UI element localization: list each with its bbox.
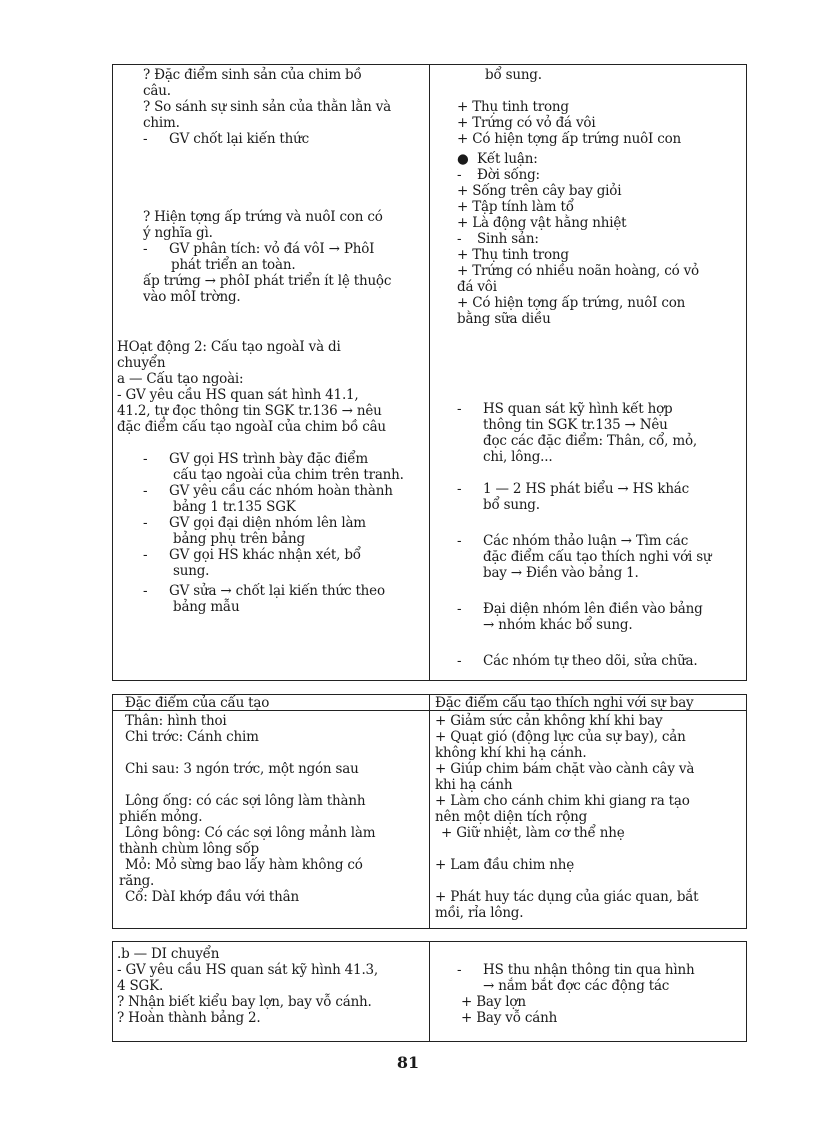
text-line: nên một diện tích rộng xyxy=(435,809,588,825)
text-line: Thân: hình thoi xyxy=(125,713,227,729)
text-line: Cổ: DàI khớp đầu với thân xyxy=(125,889,299,905)
student-activities-part-2: - HS quan sát kỹ hình kết hợp thông tin SGK tr.135 → Nêu đọc các đặc điểm: Thân, cổ, mỏ, chi, lông... - 1 — 2 HS phát biểu → HS khác bổ sung. - Các nhóm thảo luận → Tìm các đặc điểm cấu tạo thích nghi với sự bay → Điền vào bảng 1. - Đại diện nhóm lên điền vào bảng → nhóm khác bổ sung. - Các nhóm tự theo dõi, sửa chữa. xyxy=(457,401,743,669)
section-heading: chuyển xyxy=(117,355,166,371)
text-line: + Làm cho cánh chim khi giang ra tạo xyxy=(435,793,690,809)
student-activities-column: bổ sung. + Thụ tinh trong + Trứng có vỏ đá vôi + Có hiện tợng ấp trứng nuôI con ● Kết luận: - Đời sống: + Sống trên cây bay giỏi + Tập tính làm tổ + Là động vật hằng nhiệt - Sinh sản: + Thụ tinh trong + Trứng có nhiều noãn hoàng, có vỏ đá vôi + Có hiện tợng ấp trứng, nuôI con bằng sữa diều xyxy=(457,67,743,327)
text-line: Đại diện nhóm lên điền vào bảng xyxy=(483,601,703,617)
text-line: ? So sánh sự sinh sản của thằn lằn và xyxy=(143,99,392,115)
text-line: + Bay lợn xyxy=(461,994,526,1010)
text-line: 41.2, tự đọc thông tin SGK tr.136 → nêu xyxy=(117,403,382,419)
column-divider xyxy=(429,695,430,928)
text-line: GV gọi HS trình bày đặc điểm xyxy=(169,451,369,467)
lesson-table-1 xyxy=(112,64,747,681)
text-line: + Quạt gió (động lực của sự bay), cản xyxy=(435,729,686,745)
text-line: chi, lông... xyxy=(483,449,553,465)
text-line: Các nhóm thảo luận → Tìm các xyxy=(483,533,689,549)
text-line: 1 — 2 HS phát biểu → HS khác xyxy=(483,481,690,497)
text-line: + Có hiện tợng ấp trứng, nuôI con xyxy=(457,295,686,311)
text-line: GV yêu cầu các nhóm hoàn thành xyxy=(169,483,393,499)
text-line: GV chốt lại kiến thức xyxy=(169,131,309,147)
text-line: + Lam đầu chim nhẹ xyxy=(435,857,575,873)
text-line: + Là động vật hằng nhiệt xyxy=(457,215,627,231)
text-line: bảng 1 tr.135 SGK xyxy=(173,499,296,515)
text-line: GV gọi đại diện nhóm lên làm xyxy=(169,515,366,531)
text-line: + Thụ tinh trong xyxy=(457,247,569,263)
text-line: Mỏ: Mỏ sừng bao lấy hàm không có xyxy=(125,857,363,873)
header-structure-features: Đặc điểm của cấu tạo xyxy=(125,695,270,711)
text-line: bảng phụ trên bảng xyxy=(173,531,305,547)
text-line: ấp trứng → phôI phát triển ít lệ thuộc xyxy=(143,273,392,289)
text-line: Chi trớc: Cánh chim xyxy=(125,729,259,745)
text-line: đá vôi xyxy=(457,279,497,295)
activity-2-block: HOạt động 2: Cấu tạo ngoàI và di chuyển a — Cấu tạo ngoài: - GV yêu cầu HS quan sát hình 41.1, 41.2, tự đọc thông tin SGK tr.136 → nêu đặc điểm cấu tạo ngoàI của chim bồ câu - GV gọi HS trình bày đặc điểm cấu tạo ngoài của chim trên tranh. - GV yêu cầu các nhóm hoàn thành bảng 1 tr.135 SGK - GV gọi đại diện nhóm lên làm bảng phụ trên bảng - GV gọi HS khác nhận xét, bổ sung. - GV sửa → chốt lại kiến thức theo bảng mẫu xyxy=(117,339,427,615)
header-flight-adaptations: Đặc điểm cấu tạo thích nghi với sự bay xyxy=(435,695,694,711)
text-line: + Trứng có nhiều noãn hoàng, có vỏ xyxy=(457,263,699,279)
text-line: ? Hoàn thành bảng 2. xyxy=(117,1010,261,1026)
text-line: + Phát huy tác dụng của giác quan, bắt xyxy=(435,889,699,905)
text-line: + Sống trên cây bay giỏi xyxy=(457,183,622,199)
text-line: + Giảm sức cản không khí khi bay xyxy=(435,713,663,729)
text-line: + Bay vỗ cánh xyxy=(461,1010,558,1026)
text-line: không khí khi hạ cánh. xyxy=(435,745,587,761)
text-line: + Có hiện tợng ấp trứng nuôI con xyxy=(457,131,682,147)
text-line: + Thụ tinh trong xyxy=(457,99,569,115)
column-divider xyxy=(429,942,430,1041)
text-line: Kết luận: xyxy=(477,151,538,167)
column-divider xyxy=(429,65,430,680)
structure-adaptation-table xyxy=(112,694,747,929)
text-line: thông tin SGK tr.135 → Nêu xyxy=(483,417,668,433)
text-line: 4 SGK. xyxy=(117,978,164,994)
text-line: - GV yêu cầu HS quan sát kỹ hình 41.3, xyxy=(117,962,379,978)
text-line: bổ sung. xyxy=(485,67,542,83)
text-line: + Giúp chim bám chặt vào cành cây và xyxy=(435,761,695,777)
text-line: → nắm bắt đợc các động tác xyxy=(483,978,670,994)
text-line: GV gọi HS khác nhận xét, bổ xyxy=(169,547,361,563)
text-line: GV phân tích: vỏ đá vôI → PhôI xyxy=(169,241,375,257)
movement-teacher-column xyxy=(117,946,427,1026)
text-line: sung. xyxy=(173,563,210,579)
subsection-heading: .b — DI chuyển xyxy=(117,946,220,962)
lesson-table-3 xyxy=(112,941,747,1042)
text-line: ? Hiện tợng ấp trứng và nuôI con có xyxy=(143,209,383,225)
section-heading: HOạt động 2: Cấu tạo ngoàI và di xyxy=(117,339,341,355)
page-number: 81 xyxy=(396,1053,420,1072)
adaptations-column xyxy=(435,713,745,921)
text-line: + Giữ nhiệt, làm cơ thể nhẹ xyxy=(441,825,625,841)
text-line: Các nhóm tự theo dõi, sửa chữa. xyxy=(483,653,698,669)
text-line: HS thu nhận thông tin qua hình xyxy=(483,962,695,978)
text-line: chim. xyxy=(143,115,180,131)
text-line: thành chùm lông sốp xyxy=(119,841,259,857)
text-line: GV sửa → chốt lại kiến thức theo xyxy=(169,583,385,599)
text-line: → nhóm khác bổ sung. xyxy=(483,617,633,633)
text-line: cấu tạo ngoài của chim trên tranh. xyxy=(173,467,404,483)
text-line: HS quan sát kỹ hình kết hợp xyxy=(483,401,673,417)
text-line: bằng sữa diều xyxy=(457,311,551,327)
movement-student-column: - HS thu nhận thông tin qua hình → nắm bắt đợc các động tác + Bay lợn + Bay vỗ cánh xyxy=(457,962,743,1026)
text-line: Đời sống: xyxy=(477,167,540,183)
text-line: + Trứng có vỏ đá vôi xyxy=(457,115,596,131)
text-line: câu. xyxy=(143,83,171,99)
text-line: vào môI trờng. xyxy=(143,289,241,305)
text-line: - GV yêu cầu HS quan sát hình 41.1, xyxy=(117,387,359,403)
text-line: Lông bông: Có các sợi lông mảnh làm xyxy=(125,825,376,841)
text-line: Sinh sản: xyxy=(477,231,539,247)
structure-features-column xyxy=(119,713,425,905)
bullet-icon: ● xyxy=(457,151,469,167)
text-line: khi hạ cánh xyxy=(435,777,513,793)
subsection-heading: a — Cấu tạo ngoài: xyxy=(117,371,244,387)
text-line: ? Đặc điểm sinh sản của chim bồ xyxy=(143,67,362,83)
text-line: phát triển an toàn. xyxy=(171,257,296,273)
text-line: ? Nhận biết kiểu bay lợn, bay vỗ cánh. xyxy=(117,994,372,1010)
text-line: răng. xyxy=(119,873,155,889)
text-line: bổ sung. xyxy=(483,497,540,513)
text-line: đọc các đặc điểm: Thân, cổ, mỏ, xyxy=(483,433,697,449)
teacher-activities-column: ? Đặc điểm sinh sản của chim bồ câu. ? So sánh sự sinh sản của thằn lằn và chim. - GV chốt lại kiến thức ? Hiện tợng ấp trứng và nuôI con có ý nghĩa gì. - GV phân tích: vỏ đá vôI → PhôI phát triển an toàn. ấp trứng → phôI phát triển ít lệ thuộc vào môI trờng. xyxy=(143,67,423,305)
text-line: ý nghĩa gì. xyxy=(143,225,213,241)
text-line: mồi, rỉa lông. xyxy=(435,905,524,921)
text-line: đặc điểm cấu tạo thích nghi với sự xyxy=(483,549,712,565)
text-line: phiến mỏng. xyxy=(119,809,203,825)
text-line: bay → Điền vào bảng 1. xyxy=(483,565,639,581)
text-line: bảng mẫu xyxy=(173,599,240,615)
text-line: Lông ống: có các sợi lông làm thành xyxy=(125,793,366,809)
text-line: + Tập tính làm tổ xyxy=(457,199,574,215)
text-line: đặc điểm cấu tạo ngoàI của chim bồ câu xyxy=(117,419,386,435)
text-line: Chi sau: 3 ngón trớc, một ngón sau xyxy=(125,761,359,777)
